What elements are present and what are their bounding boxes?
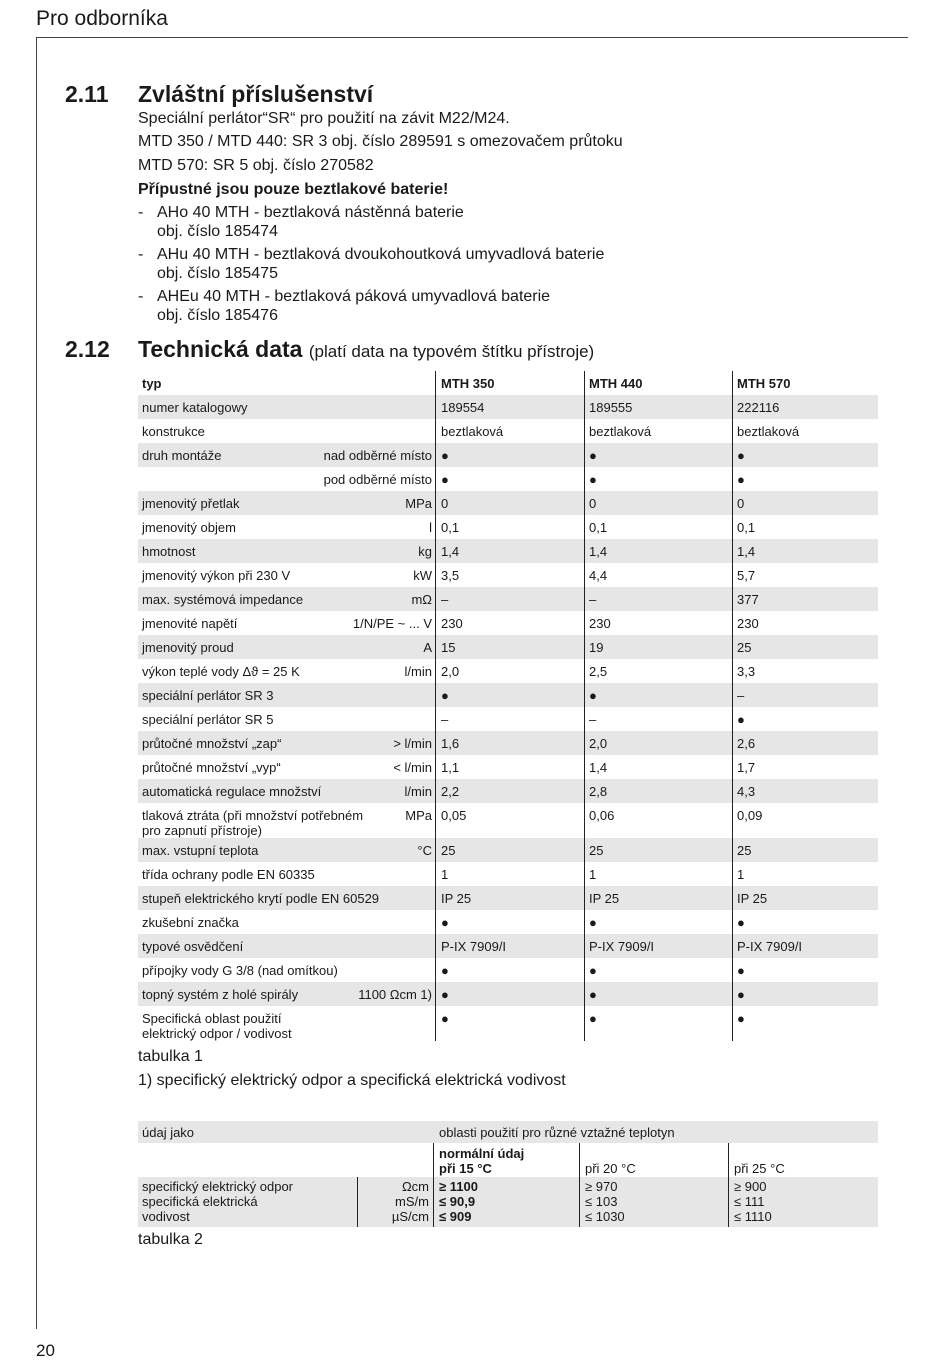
table-row bbox=[138, 934, 878, 958]
cell-mth-350: 3,5 bbox=[441, 568, 460, 583]
cell-mth-440: P-IX 7909/I bbox=[589, 939, 655, 954]
cell-mth-570: 230 bbox=[737, 616, 759, 631]
table-row bbox=[138, 910, 878, 934]
cell-mth-350: 1 bbox=[441, 867, 449, 882]
cell-mth-570: 25 bbox=[737, 640, 752, 655]
item-line1: AHo 40 MTH - beztlaková nástěnná baterie bbox=[157, 204, 464, 221]
table2-caption: tabulka 2 bbox=[138, 1231, 203, 1248]
row-unit: °C bbox=[417, 843, 432, 858]
cell-mth-350: beztlaková bbox=[441, 424, 504, 439]
cell-mth-570: ● bbox=[737, 448, 745, 463]
cell-mth-350: 2,2 bbox=[441, 784, 460, 799]
t2-unit: Ωcm bbox=[401, 1179, 429, 1194]
cell-mth-570: P-IX 7909/I bbox=[737, 939, 803, 954]
cell-mth-570: 1 bbox=[737, 867, 745, 882]
row-label: tlaková ztráta (při množství potřebném bbox=[142, 808, 364, 823]
row-label: automatická regulace množství bbox=[142, 784, 322, 799]
cell-mth-350: – bbox=[441, 592, 449, 607]
col3-head: při 25 °C bbox=[734, 1161, 785, 1176]
t2-value: ≤ 1030 bbox=[585, 1209, 625, 1224]
page-number: 20 bbox=[36, 1341, 55, 1360]
t2-unit: mS/m bbox=[395, 1194, 429, 1209]
table2-subheader-row bbox=[138, 1143, 878, 1177]
table-row bbox=[138, 563, 878, 587]
cell-mth-350: 0 bbox=[441, 496, 449, 511]
row-unit: pod odběrné místo bbox=[323, 472, 432, 487]
table-row bbox=[138, 611, 878, 635]
row-label: jmenovitý objem bbox=[142, 520, 236, 535]
table-row bbox=[138, 419, 878, 443]
row-unit: l/min bbox=[404, 784, 432, 799]
cell-mth-350: 15 bbox=[441, 640, 456, 655]
cell-mth-570: 1,7 bbox=[737, 760, 756, 775]
item-line2: obj. číslo 185476 bbox=[157, 307, 278, 324]
warning-line: Přípustné jsou pouze beztlakové baterie! bbox=[138, 181, 449, 198]
row-label: zkušební značka bbox=[142, 915, 239, 930]
accessory-line: Speciální perlátor“SR“ pro použití na závit M22/M24. bbox=[138, 110, 510, 127]
cell-mth-350: – bbox=[441, 712, 449, 727]
cell-mth-350: 189554 bbox=[441, 400, 485, 415]
col2-head: při 20 °C bbox=[585, 1161, 636, 1176]
row-label: konstrukce bbox=[142, 424, 205, 439]
cell-mth-350: ● bbox=[441, 688, 449, 703]
table-row bbox=[138, 491, 878, 515]
cell-mth-440: IP 25 bbox=[589, 891, 620, 906]
column-divider bbox=[435, 371, 436, 1041]
row-unit: 1/N/PE ~ ... V bbox=[352, 616, 432, 631]
t2-label: vodivost bbox=[142, 1209, 190, 1224]
section-title-2-11: Zvláštní příslušenství bbox=[138, 81, 374, 107]
column-divider bbox=[584, 371, 585, 1041]
table-row bbox=[138, 395, 878, 419]
table-row bbox=[138, 982, 878, 1006]
row-unit: kg bbox=[418, 544, 432, 559]
cell-mth-570: 3,3 bbox=[737, 664, 756, 679]
resistivity-table bbox=[138, 1121, 878, 1227]
column-divider bbox=[728, 1143, 729, 1227]
row-label-2: pro zapnutí přístroje) bbox=[142, 823, 262, 838]
table-row bbox=[138, 862, 878, 886]
col1-head-2: při 15 °C bbox=[439, 1161, 492, 1176]
accessory-line: MTD 350 / MTD 440: SR 3 obj. číslo 289591 s omezovačem průtoku bbox=[138, 133, 623, 150]
cell-mth-440: 0,06 bbox=[589, 808, 615, 823]
table2-data-row bbox=[138, 1177, 878, 1227]
cell-mth-350: IP 25 bbox=[441, 891, 472, 906]
cell-mth-440: 4,4 bbox=[589, 568, 608, 583]
cell-mth-440: ● bbox=[589, 987, 597, 1002]
table1-footnote: 1) specifický elektrický odpor a specifická elektrická vodivost bbox=[138, 1072, 566, 1089]
row-unit: kW bbox=[413, 568, 432, 583]
cell-mth-570: beztlaková bbox=[737, 424, 800, 439]
table-row bbox=[138, 1006, 878, 1041]
table-row bbox=[138, 443, 878, 467]
table-row bbox=[138, 635, 878, 659]
cell-mth-440: ● bbox=[589, 915, 597, 930]
column-divider bbox=[357, 1177, 358, 1227]
cell-mth-440: 1,4 bbox=[589, 760, 608, 775]
cell-mth-570: 4,3 bbox=[737, 784, 756, 799]
item-line1: AHEu 40 MTH - beztlaková páková umyvadlová baterie bbox=[157, 288, 551, 305]
t2-value: ≤ 90,9 bbox=[439, 1194, 476, 1209]
cell-mth-350: MTH 350 bbox=[441, 376, 495, 391]
cell-mth-440: 25 bbox=[589, 843, 604, 858]
cell-mth-350: 1,4 bbox=[441, 544, 460, 559]
cell-mth-570: 0,1 bbox=[737, 520, 756, 535]
cell-mth-570: 222116 bbox=[737, 400, 780, 415]
table-row bbox=[138, 731, 878, 755]
column-divider bbox=[732, 371, 733, 1041]
row-label: numer katalogowy bbox=[142, 400, 248, 415]
row-label: typové osvědčení bbox=[142, 939, 244, 954]
technical-data-table bbox=[138, 371, 878, 1041]
table-header-row bbox=[138, 371, 878, 395]
table-row bbox=[138, 587, 878, 611]
t2-label: specifický elektrický odpor bbox=[142, 1179, 293, 1194]
row-label: jmenovité napětí bbox=[142, 616, 238, 631]
t2-value: ≤ 111 bbox=[734, 1194, 765, 1209]
t2-value: ≥ 970 bbox=[585, 1179, 618, 1194]
running-header: Pro odborníka bbox=[36, 7, 168, 30]
margin-rule bbox=[36, 37, 37, 1329]
section-number-2-11: 2.11 bbox=[65, 81, 109, 107]
row-label: průtočné množství „zap“ bbox=[142, 736, 282, 751]
table-row bbox=[138, 803, 878, 838]
cell-mth-440: 19 bbox=[589, 640, 604, 655]
col1-head-1: normální údaj bbox=[439, 1146, 525, 1161]
section-number-2-12: 2.12 bbox=[65, 336, 110, 362]
cell-mth-440: 189555 bbox=[589, 400, 633, 415]
row-label: Specifická oblast použití bbox=[142, 1011, 282, 1026]
cell-mth-570: ● bbox=[737, 963, 745, 978]
row-unit: 1100 Ωcm 1) bbox=[358, 987, 432, 1002]
cell-mth-350: 2,0 bbox=[441, 664, 460, 679]
t2-value: ≤ 1110 bbox=[734, 1209, 772, 1224]
cell-mth-350: ● bbox=[441, 915, 449, 930]
cell-mth-570: – bbox=[737, 688, 745, 703]
row-label: jmenovitý výkon při 230 V bbox=[142, 568, 291, 583]
row-unit: MPa bbox=[405, 496, 432, 511]
cell-mth-440: 2,5 bbox=[589, 664, 608, 679]
row-unit: l/min bbox=[404, 664, 432, 679]
table2-header-row bbox=[138, 1121, 878, 1143]
header-rule bbox=[36, 37, 908, 38]
cell-mth-350: ● bbox=[441, 963, 449, 978]
row-unit: < l/min bbox=[393, 760, 432, 775]
table-row bbox=[138, 779, 878, 803]
column-divider bbox=[433, 1143, 434, 1227]
t2-value: ≤ 909 bbox=[439, 1209, 472, 1224]
row-label: hmotnost bbox=[142, 544, 196, 559]
section-title-text: Technická data bbox=[138, 336, 303, 362]
t2-unit: µS/cm bbox=[391, 1209, 429, 1224]
table-row bbox=[138, 515, 878, 539]
item-dash: - bbox=[138, 204, 144, 221]
cell-mth-440: ● bbox=[589, 472, 597, 487]
cell-mth-570: ● bbox=[737, 472, 745, 487]
cell-mth-350: 0,1 bbox=[441, 520, 460, 535]
row-unit: l bbox=[429, 520, 432, 535]
cell-mth-570: 0 bbox=[737, 496, 745, 511]
row-unit: A bbox=[423, 640, 432, 655]
cell-mth-440: ● bbox=[589, 688, 597, 703]
cell-mth-440: ● bbox=[589, 1011, 597, 1026]
cell-mth-570: 25 bbox=[737, 843, 752, 858]
row-label: přípojky vody G 3/8 (nad omítkou) bbox=[142, 963, 338, 978]
cell-mth-440: beztlaková bbox=[589, 424, 652, 439]
cell-mth-440: ● bbox=[589, 448, 597, 463]
cell-mth-350: 1,6 bbox=[441, 736, 460, 751]
column-divider bbox=[579, 1143, 580, 1227]
t2-value: ≥ 900 bbox=[734, 1179, 767, 1194]
t2-label: specifická elektrická bbox=[142, 1194, 258, 1209]
cell-mth-570: IP 25 bbox=[737, 891, 768, 906]
row-label: max. vstupní teplota bbox=[142, 843, 259, 858]
cell-mth-570: 0,09 bbox=[737, 808, 763, 823]
row-unit: > l/min bbox=[393, 736, 432, 751]
cell-mth-350: P-IX 7909/I bbox=[441, 939, 507, 954]
row-label: průtočné množství „vyp“ bbox=[142, 760, 281, 775]
cell-mth-350: ● bbox=[441, 1011, 449, 1026]
cell-mth-350: 230 bbox=[441, 616, 463, 631]
row-unit: mΩ bbox=[411, 592, 432, 607]
cell-mth-350: 25 bbox=[441, 843, 456, 858]
table-row bbox=[138, 707, 878, 731]
table-row bbox=[138, 539, 878, 563]
cell-mth-440: 1,4 bbox=[589, 544, 608, 559]
row-label: výkon teplé vody Δϑ = 25 K bbox=[142, 664, 300, 679]
cell-mth-440: 230 bbox=[589, 616, 611, 631]
cell-mth-440: 2,0 bbox=[589, 736, 608, 751]
section-subtitle: (platí data na typovém štítku přístroje) bbox=[308, 342, 595, 361]
t2-value: ≤ 103 bbox=[585, 1194, 618, 1209]
cell-mth-570: ● bbox=[737, 915, 745, 930]
table2-head-left: údaj jako bbox=[142, 1125, 195, 1140]
item-dash: - bbox=[138, 288, 144, 305]
row-label: max. systémová impedance bbox=[142, 592, 304, 607]
row-unit: MPa bbox=[405, 808, 432, 823]
row-unit: nad odběrné místo bbox=[323, 448, 432, 463]
item-line2: obj. číslo 185474 bbox=[157, 223, 278, 240]
item-line1: AHu 40 MTH - beztlaková dvoukohoutková umyvadlová baterie bbox=[157, 246, 605, 263]
cell-mth-440: 0 bbox=[589, 496, 597, 511]
table-row bbox=[138, 958, 878, 982]
cell-mth-350: 0,05 bbox=[441, 808, 467, 823]
table-row bbox=[138, 467, 878, 491]
cell-mth-350: ● bbox=[441, 987, 449, 1002]
t2-value: ≥ 1100 bbox=[439, 1179, 478, 1194]
row-label: jmenovitý proud bbox=[142, 640, 234, 655]
cell-mth-440: 1 bbox=[589, 867, 597, 882]
item-dash: - bbox=[138, 246, 144, 263]
cell-mth-570: 2,6 bbox=[737, 736, 756, 751]
cell-mth-350: 1,1 bbox=[441, 760, 460, 775]
table1-caption: tabulka 1 bbox=[138, 1048, 203, 1065]
cell-mth-440: – bbox=[589, 592, 597, 607]
cell-mth-350: ● bbox=[441, 472, 449, 487]
cell-mth-570: 1,4 bbox=[737, 544, 756, 559]
cell-mth-570: ● bbox=[737, 712, 745, 727]
cell-mth-570: 377 bbox=[737, 592, 759, 607]
table-row bbox=[138, 838, 878, 862]
cell-mth-440: – bbox=[589, 712, 597, 727]
cell-mth-570: MTH 570 bbox=[737, 376, 791, 391]
cell-mth-570: ● bbox=[737, 1011, 745, 1026]
cell-mth-570: 5,7 bbox=[737, 568, 756, 583]
table-row bbox=[138, 755, 878, 779]
table2-head-right: oblasti použití pro různé vztažné teplotyn bbox=[439, 1125, 675, 1140]
cell-mth-570: ● bbox=[737, 987, 745, 1002]
row-label: stupeň elektrického krytí podle EN 60529 bbox=[142, 891, 380, 906]
table-row bbox=[138, 886, 878, 910]
item-line2: obj. číslo 185475 bbox=[157, 265, 278, 282]
cell-mth-350: ● bbox=[441, 448, 449, 463]
row-label: typ bbox=[142, 376, 162, 391]
row-label: třída ochrany podle EN 60335 bbox=[142, 867, 315, 882]
row-label: speciální perlátor SR 5 bbox=[142, 712, 274, 727]
cell-mth-440: 0,1 bbox=[589, 520, 608, 535]
section-title-2-12 bbox=[138, 336, 594, 363]
cell-mth-440: MTH 440 bbox=[589, 376, 643, 391]
table-row bbox=[138, 659, 878, 683]
row-label: topný systém z holé spirály bbox=[142, 987, 299, 1002]
cell-mth-440: ● bbox=[589, 963, 597, 978]
accessory-line: MTD 570: SR 5 obj. číslo 270582 bbox=[138, 157, 374, 174]
row-label: jmenovitý přetlak bbox=[142, 496, 240, 511]
row-label: druh montáže bbox=[142, 448, 222, 463]
table-row bbox=[138, 683, 878, 707]
row-label: speciální perlátor SR 3 bbox=[142, 688, 274, 703]
row-label-2: elektrický odpor / vodivost bbox=[142, 1026, 292, 1041]
cell-mth-440: 2,8 bbox=[589, 784, 608, 799]
